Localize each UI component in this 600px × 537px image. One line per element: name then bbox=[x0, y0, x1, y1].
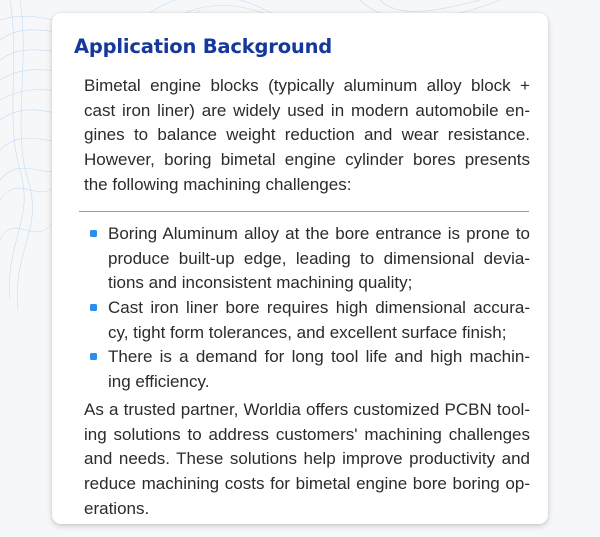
intro-line: Bimetal engine blocks (typically aluminum alloy block + bbox=[84, 76, 530, 95]
closing-line: As a trusted partner, Worldia offers customized PCBN tool- bbox=[84, 400, 530, 419]
application-background-card bbox=[52, 13, 548, 524]
list-item-line: Boring Aluminum alloy at the bore entrance is prone to bbox=[108, 224, 530, 243]
closing-line: ing solutions to address customers' machining challenges bbox=[84, 424, 530, 444]
intro-paragraph bbox=[84, 74, 530, 197]
closing-line: and needs. These solutions help improve productivity and bbox=[84, 449, 530, 469]
list-item-line: tions and inconsistent machining quality; bbox=[108, 273, 413, 293]
section-title: Application Background bbox=[74, 35, 333, 58]
blue-square-bullet-icon bbox=[90, 353, 97, 360]
list-item-line: Cast iron liner bore requires high dimensional accura- bbox=[108, 298, 530, 318]
list-item bbox=[88, 222, 530, 296]
intro-line: cast iron liner) are widely used in modern automobile en- bbox=[84, 100, 530, 120]
closing-line: reduce machining costs for bimetal engine bore boring op- bbox=[84, 474, 530, 494]
list-item-line: produce built-up edge, leading to dimensional devia- bbox=[108, 248, 530, 268]
challenges-list bbox=[88, 222, 530, 395]
list-item-line: There is a demand for long tool life and high machin- bbox=[108, 347, 530, 367]
blue-square-bullet-icon bbox=[90, 304, 97, 311]
closing-paragraph bbox=[84, 398, 530, 521]
list-item bbox=[88, 345, 530, 394]
list-item-line: cy, tight form tolerances, and excellent surface finish; bbox=[108, 322, 507, 342]
section-divider bbox=[79, 211, 529, 212]
closing-line: erations. bbox=[84, 498, 150, 518]
intro-line: However, boring bimetal engine cylinder bores presents bbox=[84, 150, 530, 170]
list-item-line: ing efficiency. bbox=[108, 372, 210, 392]
intro-line: the following machining challenges: bbox=[84, 174, 352, 194]
blue-square-bullet-icon bbox=[90, 230, 97, 237]
list-item bbox=[88, 296, 530, 345]
intro-line: gines to balance weight reduction and wear resistance. bbox=[84, 125, 530, 145]
